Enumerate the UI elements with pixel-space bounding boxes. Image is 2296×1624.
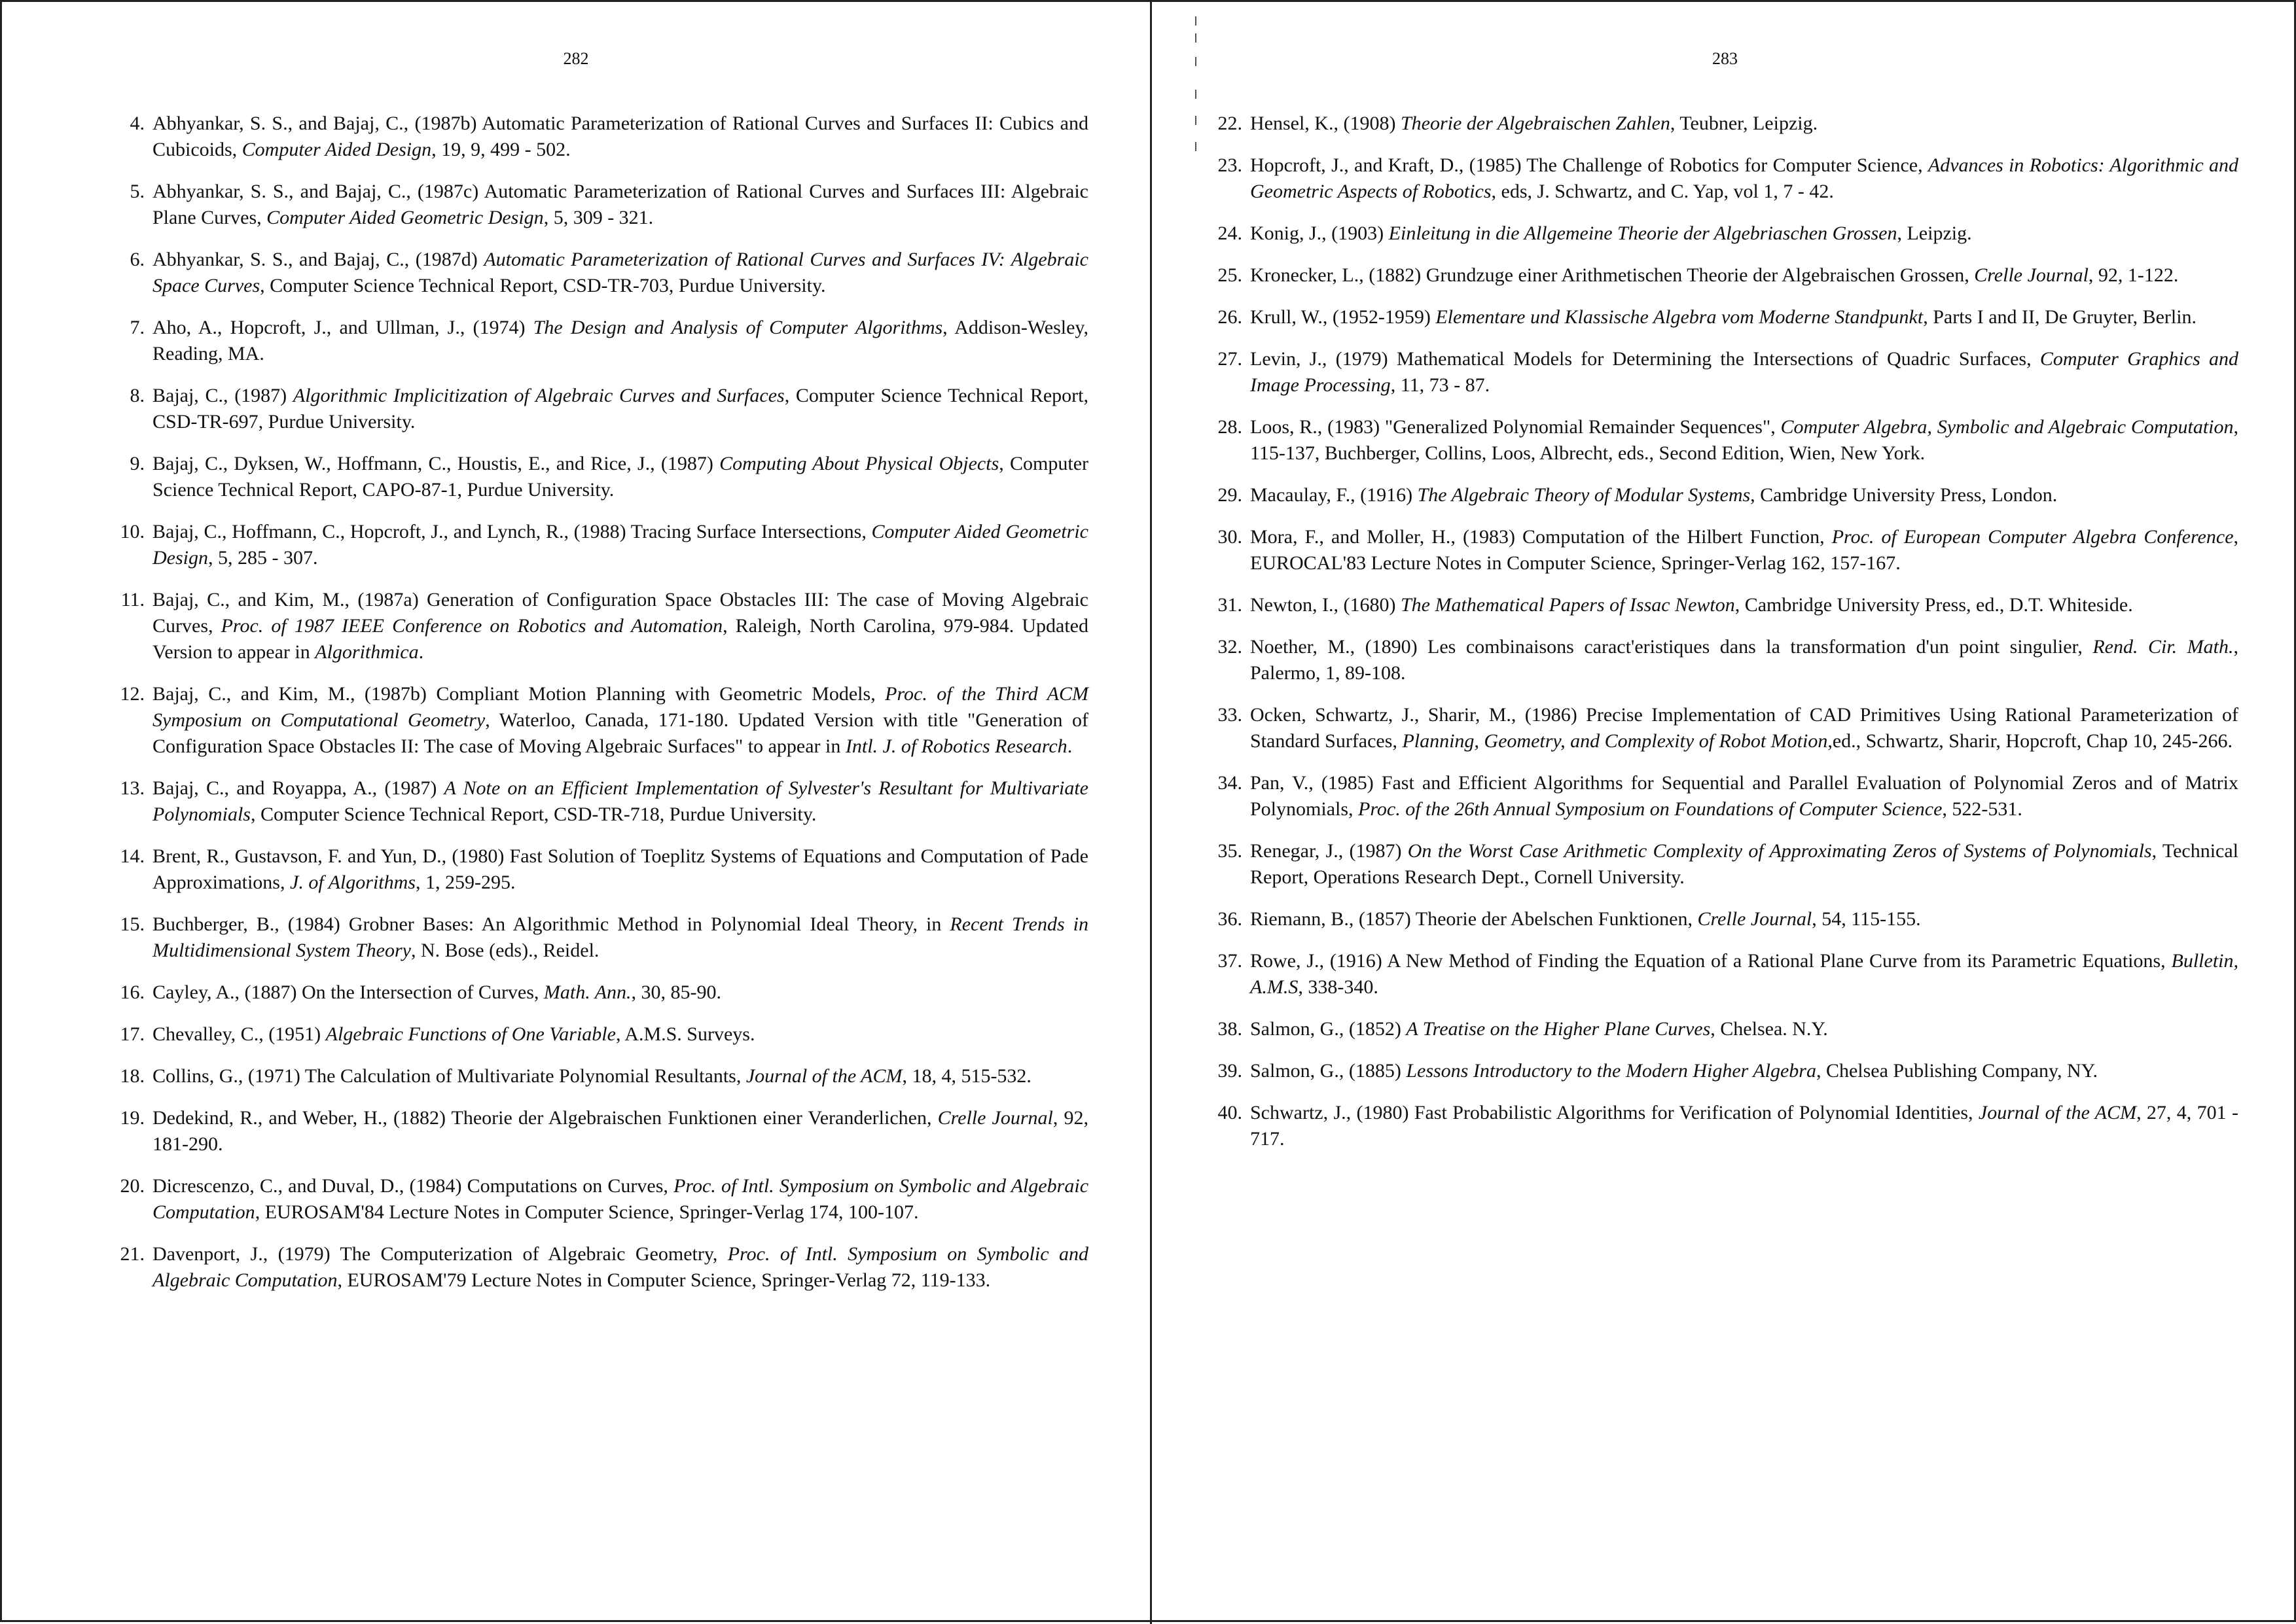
- reference-entry: [1198, 838, 2238, 891]
- reference-entry: [100, 980, 1088, 1006]
- reference-number: 37.: [1217, 950, 1242, 972]
- reference-text: Dicrescenzo, C., and Duval, D., (1984) Computations on Curves,: [152, 1175, 674, 1197]
- reference-text: Riemann, B., (1857) Theorie der Abelschen Funktionen,: [1250, 908, 1698, 930]
- reference-number: 16.: [120, 981, 145, 1003]
- reference-number: 19.: [120, 1107, 145, 1129]
- reference-text: Renegar, J., (1987): [1250, 840, 1408, 862]
- reference-text: Buchberger, B., (1984) Grobner Bases: An Algorithmic Method in Polynomial Ideal Theory, in: [152, 913, 950, 935]
- reference-title: Computer Algebra, Symbolic and Algebraic Computation: [1780, 416, 2234, 438]
- reference-entry: [1198, 482, 2238, 508]
- reference-text: Mora, F., and Moller, H., (1983) Computation of the Hilbert Function,: [1250, 526, 1832, 548]
- reference-entry: [1198, 1058, 2238, 1084]
- reference-number: 33.: [1217, 704, 1242, 726]
- reference-number: 24.: [1217, 222, 1242, 244]
- reference-text: Ocken, Schwartz, J., Sharir, M., (1986) Precise Implementation of CAD Primitives Using Rational Parameterization of Standard Surfaces,: [1250, 704, 2238, 752]
- reference-title: Algorithmic Implicitization of Algebraic Curves and Surfaces: [293, 385, 785, 406]
- reference-number: 28.: [1217, 416, 1242, 438]
- reference-text: , 19, 9, 499 - 502.: [431, 139, 571, 160]
- reference-title: Journal of the ACM: [1978, 1102, 2137, 1123]
- reference-text: , Computer Science Technical Report, CSD-TR-718, Purdue University.: [251, 803, 817, 825]
- reference-text: , 11, 73 - 87.: [1390, 374, 1490, 396]
- reference-list: [1198, 111, 2238, 1152]
- reference-number: 10.: [120, 521, 145, 542]
- reference-text: Dedekind, R., and Weber, H., (1882) Theorie der Algebraischen Funktionen einer Veranderlichen,: [152, 1107, 938, 1129]
- reference-number: 12.: [120, 683, 145, 705]
- reference-title: Computer Aided Geometric Design: [266, 207, 544, 228]
- reference-text: , 92, 181-290.: [152, 1107, 1088, 1155]
- reference-text: Bajaj, C., Hoffmann, C., Hopcroft, J., and Lynch, R., (1988) Tracing Surface Intersections,: [152, 521, 872, 542]
- reference-entry: [1198, 262, 2238, 289]
- reference-title: Elementare und Klassische Algebra vom Moderne Standpunkt: [1435, 306, 1924, 328]
- reference-text: , Palermo, 1, 89-108.: [1250, 636, 2238, 684]
- reference-text: , eds, J. Schwartz, and C. Yap, vol 1, 7 - 42.: [1491, 181, 1834, 202]
- reference-entry: [1198, 1100, 2238, 1152]
- reference-entry: [100, 1105, 1088, 1157]
- reference-entry: [100, 179, 1088, 231]
- reference-text: Cayley, A., (1887) On the Intersection of Curves,: [152, 981, 544, 1003]
- reference-text: Newton, I., (1680): [1250, 594, 1401, 616]
- reference-title: Algorithmica: [315, 641, 419, 663]
- reference-text: , Raleigh, North Carolina, 979-984. Updated Version to appear in: [152, 615, 1088, 663]
- reference-entry: [1198, 221, 2238, 247]
- reference-title: Rend. Cir. Math.: [2092, 636, 2234, 658]
- reference-text: , Computer Science Technical Report, CAPO-87-1, Purdue University.: [152, 453, 1088, 501]
- reference-number: 32.: [1217, 636, 1242, 658]
- reference-text: , 1, 259-295.: [415, 872, 516, 893]
- reference-text: , Parts I and II, De Gruyter, Berlin.: [1923, 306, 2197, 328]
- reference-title: Crelle Journal: [937, 1107, 1053, 1129]
- reference-text: Chevalley, C., (1951): [152, 1023, 326, 1045]
- reference-entry: [1198, 634, 2238, 686]
- reference-entry: [100, 1241, 1088, 1294]
- left-page: [2, 2, 1150, 1624]
- reference-text: Davenport, J., (1979) The Computerization of Algebraic Geometry,: [152, 1243, 728, 1265]
- reference-number: 26.: [1217, 306, 1242, 328]
- reference-text: , Technical Report, Operations Research Dept., Cornell University.: [1250, 840, 2239, 888]
- reference-text: Abhyankar, S. S., and Bajaj, C., (1987c) Automatic Parameterization of Rational Curves and Surfaces III: Algebraic Plane Curves,: [152, 181, 1088, 228]
- reference-number: 18.: [120, 1065, 145, 1087]
- reference-entry: [1198, 414, 2238, 467]
- reference-text: Salmon, G., (1852): [1250, 1018, 1407, 1040]
- reference-title: Proc. of the 26th Annual Symposium on Foundations of Computer Science: [1358, 798, 1943, 820]
- reference-text: , Teubner, Leipzig.: [1670, 113, 1818, 134]
- reference-text: , Computer Science Technical Report, CSD-TR-703, Purdue University.: [260, 275, 826, 296]
- reference-title: The Algebraic Theory of Modular Systems: [1417, 484, 1751, 506]
- reference-entry: [100, 519, 1088, 571]
- reference-text: Levin, J., (1979) Mathematical Models for Determining the Intersections of Quadric Surfaces,: [1250, 348, 2040, 370]
- reference-text: , A.M.S. Surveys.: [615, 1023, 755, 1045]
- reference-number: 25.: [1217, 264, 1242, 286]
- reference-entry: [1198, 304, 2238, 330]
- reference-text: Abhyankar, S. S., and Bajaj, C., (1987d): [152, 249, 484, 270]
- reference-number: 4.: [130, 113, 145, 134]
- reference-title: Math. Ann.: [543, 981, 632, 1003]
- reference-number: 15.: [120, 913, 145, 935]
- reference-number: 40.: [1217, 1102, 1242, 1123]
- reference-text: , Waterloo, Canada, 171-180. Updated Version with title "Generation of Configuration Space Obstacles II: The case of Moving Algebraic Surfaces" to appear in: [152, 709, 1088, 757]
- reference-entry: [100, 383, 1088, 435]
- reference-text: .: [1067, 735, 1073, 757]
- reference-entry: [100, 775, 1088, 828]
- reference-title: J. of Algorithms: [290, 872, 416, 893]
- reference-text: Bajaj, C., (1987): [152, 385, 293, 406]
- reference-title: A Treatise on the Higher Plane Curves: [1406, 1018, 1711, 1040]
- reference-text: Krull, W., (1952-1959): [1250, 306, 1436, 328]
- reference-number: 22.: [1217, 113, 1242, 134]
- reference-text: .: [418, 641, 424, 663]
- reference-title: Proc. of Intl. Symposium on Symbolic and Algebraic Computation: [152, 1175, 1089, 1223]
- right-page: [1152, 2, 2296, 1624]
- reference-entry: [100, 111, 1088, 163]
- reference-number: 31.: [1217, 594, 1242, 616]
- reference-list: [100, 111, 1088, 1294]
- reference-title: On the Worst Case Arithmetic Complexity of Approximating Zeros of Systems of Polynomials: [1407, 840, 2152, 862]
- reference-title: Planning, Geometry, and Complexity of Robot Motion: [1402, 730, 1828, 752]
- reference-entry: [100, 315, 1088, 367]
- reference-title: Computing About Physical Objects: [719, 453, 999, 474]
- reference-number: 20.: [120, 1175, 145, 1197]
- reference-text: Noether, M., (1890) Les combinaisons caract'eristiques dans la transformation d'un point singulier,: [1250, 636, 2093, 658]
- reference-number: 21.: [120, 1243, 145, 1265]
- reference-text: , Addison-Wesley, Reading, MA.: [152, 317, 1088, 364]
- reference-text: , N. Bose (eds)., Reidel.: [410, 940, 600, 961]
- reference-title: Advances in Robotics: Algorithmic and Geometric Aspects of Robotics: [1250, 154, 2238, 202]
- reference-text: , Cambridge University Press, London.: [1750, 484, 2058, 506]
- reference-text: Hopcroft, J., and Kraft, D., (1985) The Challenge of Robotics for Computer Science,: [1250, 154, 1928, 176]
- reference-title: Crelle Journal: [1697, 908, 1812, 930]
- reference-number: 7.: [130, 317, 145, 338]
- reference-number: 29.: [1217, 484, 1242, 506]
- reference-text: Schwartz, J., (1980) Fast Probabilistic Algorithms for Verification of Polynomial Identities,: [1250, 1102, 1979, 1123]
- reference-number: 5.: [130, 181, 145, 202]
- reference-number: 30.: [1217, 526, 1242, 548]
- reference-title: Recent Trends in Multidimensional System Theory: [152, 913, 1088, 961]
- reference-entry: [100, 451, 1088, 503]
- reference-text: Salmon, G., (1885): [1250, 1060, 1407, 1082]
- reference-entry: [100, 587, 1088, 665]
- reference-text: , 92, 1-122.: [2088, 264, 2179, 286]
- reference-number: 35.: [1217, 840, 1242, 862]
- reference-text: , Computer Science Technical Report, CSD-TR-697, Purdue University.: [152, 385, 1088, 432]
- reference-title: Proc. of 1987 IEEE Conference on Robotics and Automation: [221, 615, 723, 637]
- reference-entry: [1198, 770, 2238, 822]
- reference-text: , 5, 309 - 321.: [543, 207, 654, 228]
- reference-text: Bajaj, C., Dyksen, W., Hoffmann, C., Houstis, E., and Rice, J., (1987): [152, 453, 720, 474]
- reference-number: 17.: [120, 1023, 145, 1045]
- reference-text: , 522-531.: [1942, 798, 2022, 820]
- reference-entry: [1198, 948, 2238, 1000]
- reference-title: The Design and Analysis of Computer Algorithms: [533, 317, 943, 338]
- reference-title: Algebraic Functions of One Variable: [325, 1023, 616, 1045]
- reference-text: Macaulay, F., (1916): [1250, 484, 1418, 506]
- reference-entry: [100, 1021, 1088, 1048]
- reference-title: Einleitung in die Allgemeine Theorie der Algebriaschen Grossen: [1388, 222, 1897, 244]
- reference-text: , Cambridge University Press, ed., D.T. Whiteside.: [1734, 594, 2133, 616]
- reference-number: 38.: [1217, 1018, 1242, 1040]
- reference-text: Loos, R., (1983) "Generalized Polynomial Remainder Sequences",: [1250, 416, 1781, 438]
- reference-title: Intl. J. of Robotics Research: [845, 735, 1067, 757]
- reference-number: 6.: [130, 249, 145, 270]
- reference-number: 11.: [120, 589, 145, 610]
- reference-text: Bajaj, C., and Royappa, A., (1987): [152, 777, 444, 799]
- reference-title: Computer Aided Geometric Design: [152, 521, 1088, 569]
- reference-text: , Chelsea. N.Y.: [1710, 1018, 1828, 1040]
- reference-entry: [1198, 592, 2238, 618]
- reference-title: A Note on an Efficient Implementation of Sylvester's Resultant for Multivariate Polynomials: [152, 777, 1088, 825]
- reference-text: Pan, V., (1985) Fast and Efficient Algorithms for Sequential and Parallel Evaluation of Polynomial Zeros and of Matrix Polynomials,: [1250, 772, 2238, 820]
- reference-text: Bajaj, C., and Kim, M., (1987a) Generation of Configuration Space Obstacles III: The case of Moving Algebraic Curves,: [152, 589, 1088, 637]
- reference-text: Rowe, J., (1916) A New Method of Finding the Equation of a Rational Plane Curve from its Parametric Equations,: [1250, 950, 2172, 972]
- reference-text: , 338-340.: [1298, 976, 1378, 998]
- reference-entry: [100, 1063, 1088, 1089]
- page-number: 283: [1712, 49, 1738, 68]
- reference-text: , EUROCAL'83 Lecture Notes in Computer Science, Springer-Verlag 162, 157-167.: [1250, 526, 2239, 574]
- reference-number: 27.: [1217, 348, 1242, 370]
- reference-title: Proc. of the Third ACM Symposium on Computational Geometry: [152, 683, 1088, 731]
- reference-entry: [1198, 1016, 2238, 1042]
- reference-number: 14.: [120, 845, 145, 867]
- reference-text: , Chelsea Publishing Company, NY.: [1816, 1060, 2098, 1082]
- reference-entry: [1198, 152, 2238, 205]
- reference-text: Collins, G., (1971) The Calculation of Multivariate Polynomial Resultants,: [152, 1065, 746, 1087]
- reference-entry: [100, 681, 1088, 760]
- page-number: 282: [563, 49, 589, 68]
- reference-text: , EUROSAM'84 Lecture Notes in Computer Science, Springer-Verlag 174, 100-107.: [255, 1201, 919, 1223]
- reference-number: 9.: [130, 453, 145, 474]
- reference-number: 36.: [1217, 908, 1242, 930]
- reference-text: , 115-137, Buchberger, Collins, Loos, Albrecht, eds., Second Edition, Wien, New York.: [1250, 416, 2238, 464]
- reference-number: 34.: [1217, 772, 1242, 794]
- reference-title: Computer Graphics and Image Processing: [1250, 348, 2238, 396]
- reference-text: , 5, 285 - 307.: [208, 547, 318, 569]
- reference-text: Kronecker, L., (1882) Grundzuge einer Arithmetischen Theorie der Algebraischen Grossen,: [1250, 264, 1975, 286]
- reference-text: Bajaj, C., and Kim, M., (1987b) Compliant Motion Planning with Geometric Models,: [152, 683, 886, 705]
- reference-number: 39.: [1217, 1060, 1242, 1082]
- reference-text: Abhyankar, S. S., and Bajaj, C., (1987b) Automatic Parameterization of Rational Curves and Surfaces II: Cubics and Cubicoids,: [152, 113, 1088, 160]
- reference-entry: [100, 843, 1088, 896]
- reference-title: Computer Aided Design: [242, 139, 432, 160]
- reference-title: Theorie der Algebraischen Zahlen: [1400, 113, 1670, 134]
- reference-text: , Leipzig.: [1897, 222, 1972, 244]
- reference-number: 13.: [120, 777, 145, 799]
- reference-text: , 27, 4, 701 - 717.: [1250, 1102, 2238, 1150]
- reference-title: Lessons Introductory to the Modern Higher Algebra: [1406, 1060, 1816, 1082]
- reference-title: The Mathematical Papers of Issac Newton: [1400, 594, 1735, 616]
- reference-entry: [1198, 346, 2238, 398]
- reference-entry: [1198, 524, 2238, 576]
- reference-entry: [1198, 702, 2238, 754]
- reference-entry: [100, 911, 1088, 964]
- reference-title: Proc. of Intl. Symposium on Symbolic and Algebraic Computation: [152, 1243, 1088, 1291]
- reference-text: Brent, R., Gustavson, F. and Yun, D., (1980) Fast Solution of Toeplitz Systems of Equations and Computation of Pade Approximations,: [152, 845, 1088, 893]
- reference-entry: [1198, 906, 2238, 932]
- reference-text: , 54, 115-155.: [1812, 908, 1921, 930]
- reference-text: , EUROSAM'79 Lecture Notes in Computer Science, Springer-Verlag 72, 119-133.: [337, 1269, 991, 1291]
- reference-title: Proc. of European Computer Algebra Conference: [1831, 526, 2234, 548]
- reference-text: ,ed., Schwartz, Sharir, Hopcroft, Chap 10, 245-266.: [1827, 730, 2233, 752]
- reference-title: Bulletin, A.M.S: [1250, 950, 2238, 998]
- reference-number: 8.: [130, 385, 145, 406]
- reference-text: , 18, 4, 515-532.: [902, 1065, 1031, 1087]
- reference-entry: [100, 1173, 1088, 1226]
- reference-title: Journal of the ACM: [745, 1065, 903, 1087]
- reference-entry: [1198, 111, 2238, 137]
- reference-text: , 30, 85-90.: [631, 981, 722, 1003]
- reference-text: Konig, J., (1903): [1250, 222, 1389, 244]
- reference-entry: [100, 247, 1088, 299]
- reference-text: Hensel, K., (1908): [1250, 113, 1401, 134]
- reference-number: 23.: [1217, 154, 1242, 176]
- reference-title: Crelle Journal: [1974, 264, 2089, 286]
- reference-title: Automatic Parameterization of Rational Curves and Surfaces IV: Algebraic Space Curves: [152, 249, 1088, 296]
- reference-text: Aho, A., Hopcroft, J., and Ullman, J., (1974): [152, 317, 533, 338]
